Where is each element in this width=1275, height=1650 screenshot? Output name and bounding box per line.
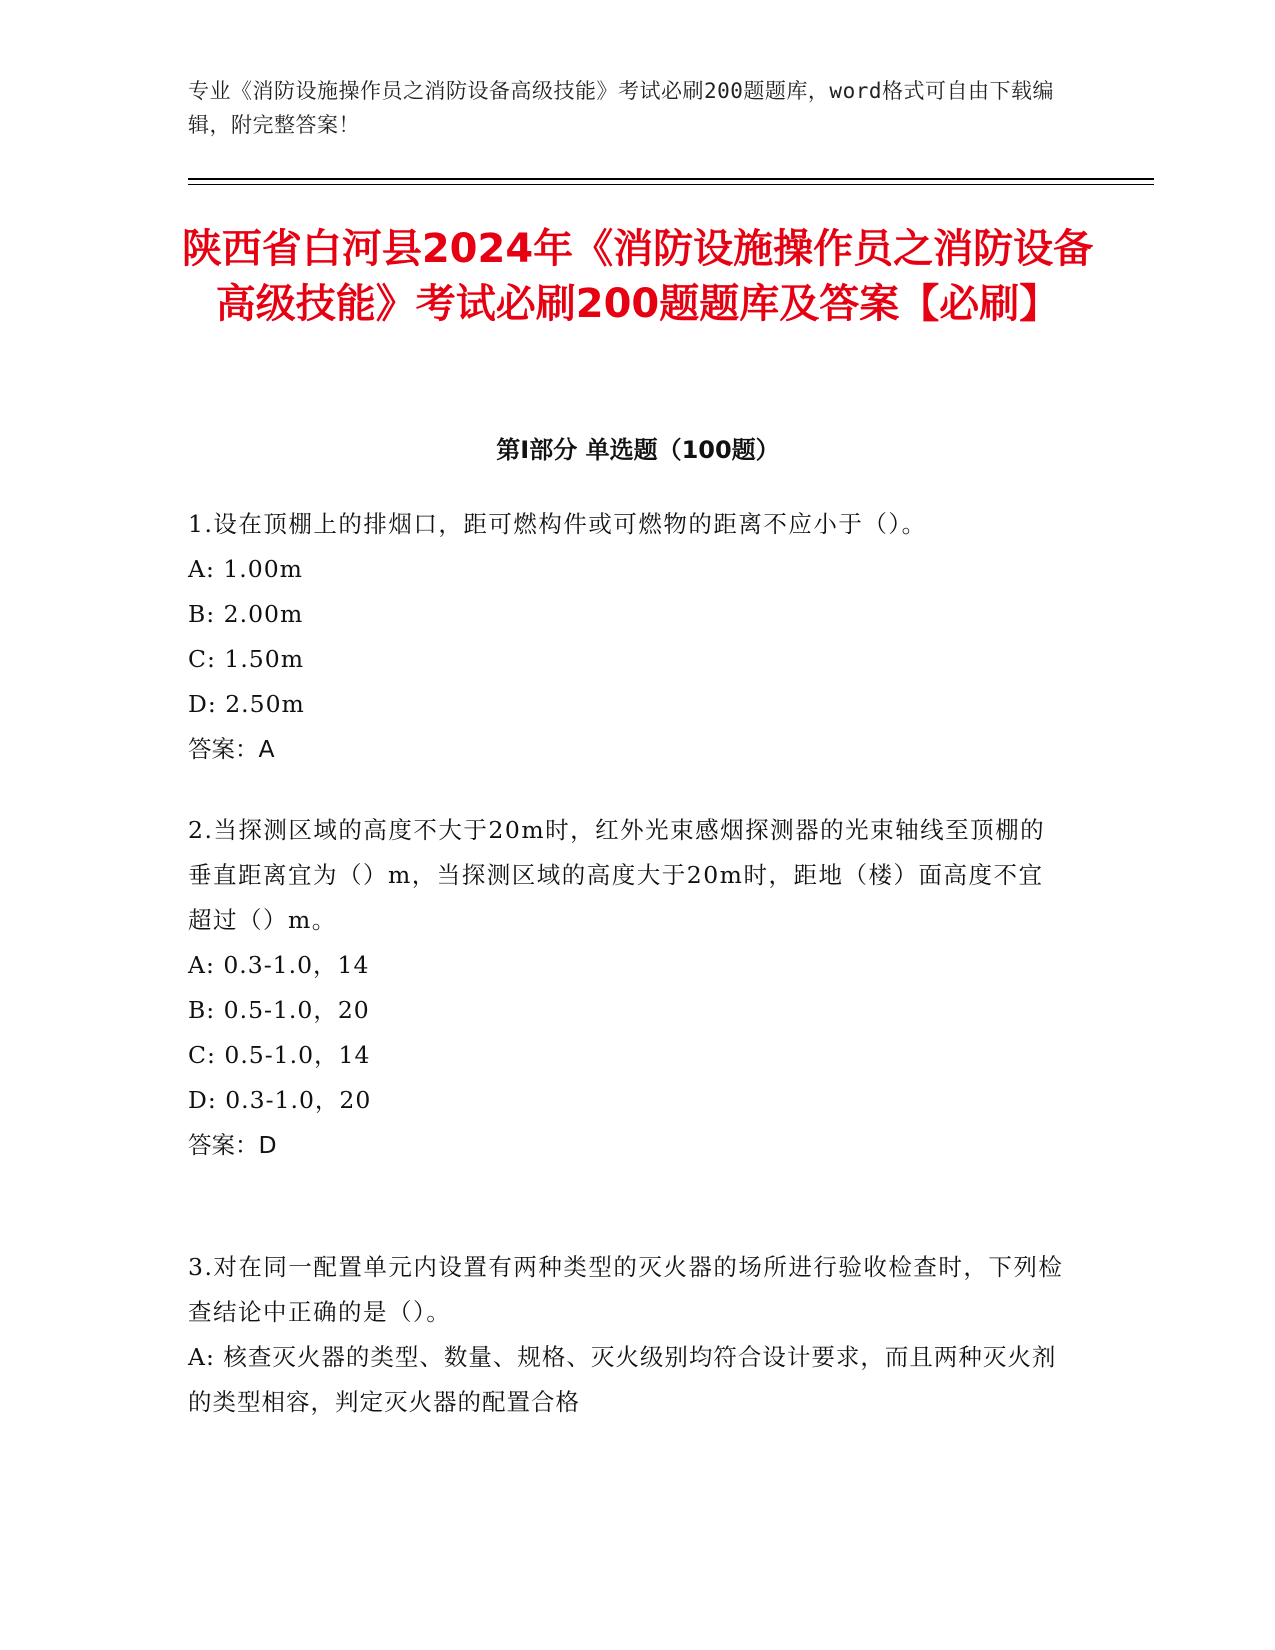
header-divider-thick [188,178,1154,180]
option-c: C: 0.5-1.0，14 [188,1041,371,1069]
header-divider-thin [188,184,1154,185]
option-a: A: 0.3-1.0，14 [188,951,370,979]
option-b: B: 2.00m [188,600,304,628]
section-title: 第Ⅰ部分 单选题（100题） [496,436,780,464]
header-note: 专业《消防设施操作员之消防设备高级技能》考试必刷200题题库，word格式可自由下载编辑，附完整答案！ [188,79,1054,137]
answer: 答案：D [188,1131,277,1159]
option-a: A: 核查灭火器的类型、数量、规格、灭火级别均符合设计要求，而且两种灭火剂的类型相容，判定灭火器的配置合格 [188,1343,1057,1416]
option-c: C: 1.50m [188,645,304,673]
option-d: D: 2.50m [188,690,305,718]
option-b: B: 0.5-1.0，20 [188,996,370,1024]
question-2 [188,808,1068,1168]
question-stem: 3.对在同一配置单元内设置有两种类型的灭火器的场所进行验收检查时，下列检查结论中正确的是（）。 [188,1253,1064,1326]
question-stem: 2.当探测区域的高度不大于20m时，红外光束感烟探测器的光束轴线至顶棚的垂直距离宜为（）m，当探测区域的高度大于20m时，距地（楼）面高度不宜超过（）m。 [188,816,1046,934]
document-title: 陕西省白河县2024年《消防设施操作员之消防设备高级技能》考试必刷200题题库及答案【必刷】 [181,226,1094,327]
answer: 答案：A [188,735,275,763]
question-3 [188,1245,1068,1425]
option-a: A: 1.00m [188,555,303,583]
question-1 [188,502,1068,772]
question-stem: 1.设在顶棚上的排烟口，距可燃构件或可燃物的距离不应小于（）。 [188,510,927,538]
option-d: D: 0.3-1.0，20 [188,1086,372,1114]
